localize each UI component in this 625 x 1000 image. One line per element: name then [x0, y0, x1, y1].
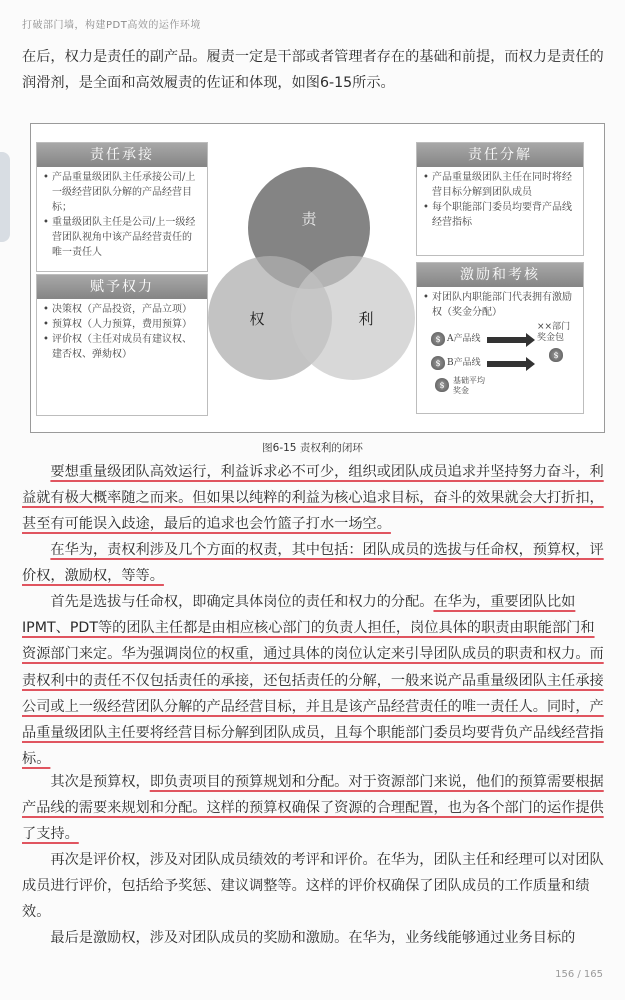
panel-responsibility — [36, 142, 208, 272]
circle-label: 利 — [358, 309, 374, 328]
paragraph-1 — [22, 459, 604, 538]
panel-item: • 对团队内职能部门代表拥有激励权（奖金分配） — [423, 290, 577, 320]
arrow-icon — [487, 337, 527, 343]
panel-item: • 评价权（主任对成员有建议权、建否权、弹劾权） — [43, 332, 201, 362]
money-bag-icon: $ — [431, 356, 445, 370]
panel-item: • 每个职能部门委员均要背产品线经营指标 — [423, 200, 577, 230]
incentive-diagram — [417, 320, 583, 400]
highlighted-text: 在华为，责权利涉及几个方面的权责，其中包括：团队成员的选拔与任命权，预算权，评价权，激励权，等等。 — [22, 542, 604, 585]
plain-text: 其次是预算权， — [50, 774, 150, 790]
panel-title: 责任承接 — [37, 143, 207, 167]
panel-incentive — [416, 262, 584, 414]
base-bonus-label: 基础平均奖金 — [453, 376, 485, 395]
paragraph-6 — [22, 925, 604, 951]
panel-item: • 重量级团队主任是公司/上一级经营团队视角中该产品经营责任的唯一责任人 — [43, 215, 201, 260]
a-line-label: A产品线 — [447, 334, 481, 344]
arrow-icon — [487, 361, 527, 367]
panel-item: • 产品重量级团队主任在同时将经营目标分解到团队成员 — [423, 170, 577, 200]
plain-text: 首先是选拔与任命权，即确定具体岗位的责任和权力的分配。 — [50, 594, 434, 610]
b-line-label: B产品线 — [447, 358, 481, 368]
paragraph-3 — [22, 589, 604, 772]
panel-item: • 决策权（产品投资，产品立项） — [43, 302, 201, 317]
money-bag-icon: $ — [549, 348, 563, 362]
running-header: 打破部门墙，构建PDT高效的运作环境 — [22, 20, 201, 31]
intro-paragraph: 在后，权力是责任的副产品。履责一定是干部或者管理者存在的基础和前提，而权力是责任的润滑剂，是全面和高效履责的佐证和体现，如图6-15所示。 — [22, 49, 604, 92]
highlighted-text: 即负责项目的预算规划和分配。对于资源部门来说，他们的预算需要根据产品线的需要来规划和分配。这样的预算权确保了资源的合理配置，也为各个部门的运作提供了支持。 — [22, 774, 604, 843]
panel-title: 赋予权力 — [37, 275, 207, 299]
highlighted-text: 在华为，重要团队比如IPMT、PDT等的团队主任都是由相应核心部门的负责人担任，岗位具体的职责由职能部门和资源部门来定。华为强调岗位的权重，通过具体的岗位认定来引导团队成员的职责和权力。而责权利中的责任不仅包括责任的承接，还包括责任的分解，一般来说产品重量级团队主任承接公司或上一级经营团队分解的产品经营目标，并且是该产品经营责任的唯一责任人。同时，产品重量级团队主任要将经营目标分解到团队成员，且每个职能部门委员均要背负产品线经营指标。 — [22, 594, 604, 768]
paragraph-2 — [22, 537, 604, 589]
paragraph-4 — [22, 769, 604, 848]
paragraph-5 — [22, 847, 604, 926]
panel-item: • 产品重量级团队主任承接公司/上一级经营团队分解的产品经营目标； — [43, 170, 201, 215]
panel-authority — [36, 274, 208, 416]
circle-label: 责 — [301, 209, 317, 228]
side-panel-handle[interactable] — [0, 152, 10, 242]
circle-interest — [291, 256, 415, 380]
panel-title: 责任分解 — [417, 143, 583, 167]
highlighted-text: 要想重量级团队高效运行，利益诉求必不可少，组织或团队成员追求并坚持努力奋斗，利益就有极大概率随之而来。但如果以纯粹的利益为核心追求目标，奋斗的效果就会大打折扣，甚至有可能误入歧途，最后的追求也会竹篮子打水一场空。 — [22, 464, 604, 533]
figure-6-15 — [30, 123, 605, 433]
panel-decomposition — [416, 142, 584, 256]
plain-text: 再次是评价权，涉及对团队成员绩效的考评和评价。在华为，团队主任和经理可以对团队成员进行评价，包括给予奖惩、建议调整等。这样的评价权确保了团队成员的工作质量和绩效。 — [22, 852, 604, 921]
dept-bonus-label: ××部门奖金包 — [537, 322, 571, 343]
panel-item: • 预算权（人力预算，费用预算） — [43, 317, 201, 332]
circle-label: 权 — [249, 309, 265, 328]
page-number: 156 / 165 — [555, 969, 603, 980]
figure-caption: 图6-15 责权利的闭环 — [262, 442, 363, 454]
panel-title: 激励和考核 — [417, 263, 583, 287]
money-bag-icon: $ — [435, 378, 449, 392]
money-bag-icon: $ — [431, 332, 445, 346]
plain-text: 最后是激励权，涉及对团队成员的奖励和激励。在华为，业务线能够通过业务目标的 — [50, 930, 576, 946]
